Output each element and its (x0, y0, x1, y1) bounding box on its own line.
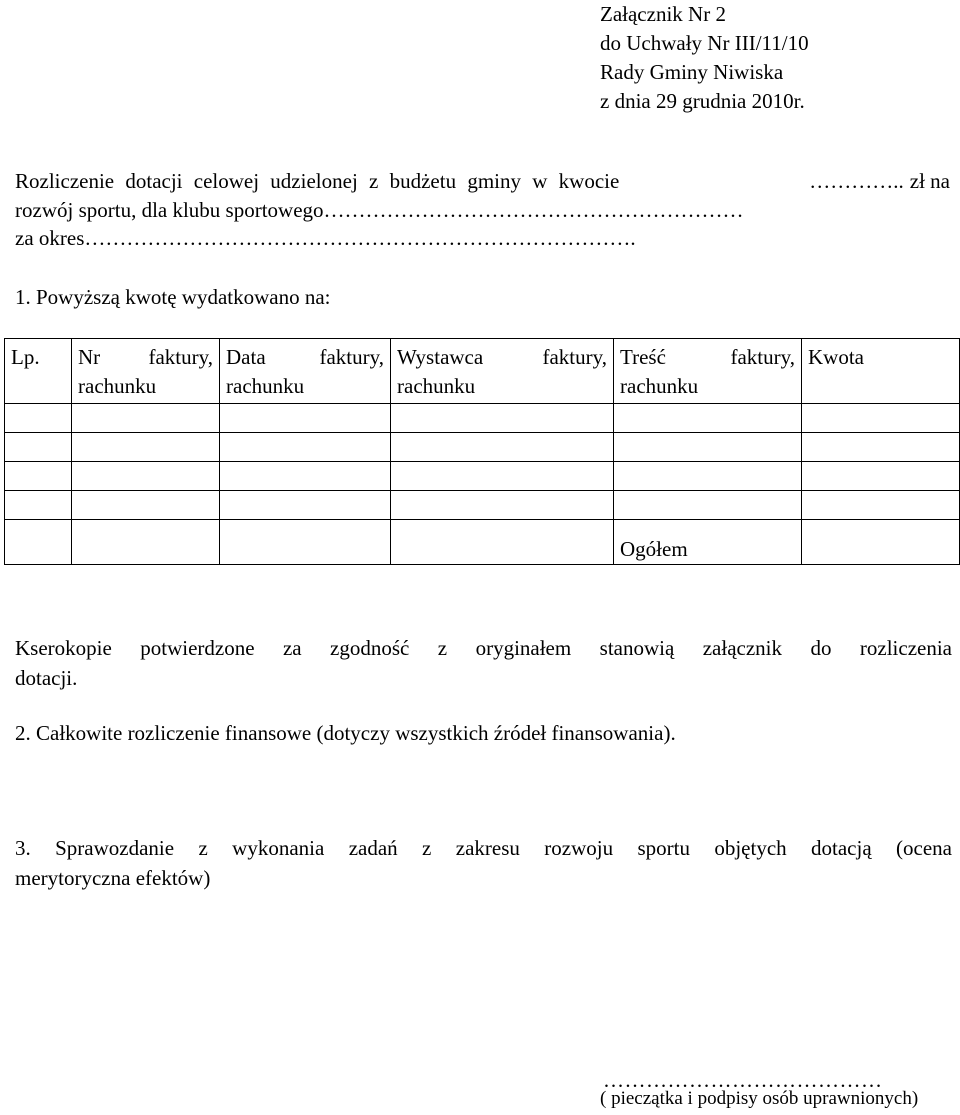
table-cell[interactable] (72, 491, 220, 520)
resolution-number: do Uchwały Nr III/11/10 (600, 31, 809, 55)
copies-note (15, 633, 952, 693)
col-header-invoice-number: Nr faktury, rachunku (72, 339, 220, 404)
col-header-lp: Lp. (5, 339, 72, 404)
intro-amount-text: Rozliczenie dotacji celowej udzielonej z budżetu gminy w kwocie (15, 169, 620, 193)
signature-label: ( pieczątka i podpisy osób uprawnionych) (600, 1088, 919, 1109)
total-label: Ogółem (614, 520, 802, 565)
copies-note-line-2: dotacji. (15, 666, 78, 690)
table-cell[interactable] (72, 404, 220, 433)
table-cell[interactable] (614, 462, 802, 491)
table-total-row (5, 520, 960, 565)
section-3-line-2: merytoryczna efektów) (15, 866, 211, 890)
table-cell[interactable] (802, 462, 960, 491)
table-cell[interactable] (5, 462, 72, 491)
table-cell (72, 520, 220, 565)
table-cell[interactable] (802, 404, 960, 433)
table-cell[interactable] (802, 491, 960, 520)
intro-period-text: za okres (15, 226, 85, 250)
table-header-row (5, 339, 960, 404)
table-cell (391, 520, 614, 565)
table-cell[interactable] (391, 491, 614, 520)
col-header-description: Treść faktury, rachunku (614, 339, 802, 404)
section-3-line-1: 3. Sprawozdanie z wykonania zadań z zakresu rozwoju sportu objętych dotacją (ocena (15, 836, 952, 860)
table-cell[interactable] (5, 491, 72, 520)
annex-header (600, 0, 809, 116)
table-cell[interactable] (391, 433, 614, 462)
period-dots-field[interactable]: ……………………………………………………………………. (84, 226, 636, 250)
table-cell[interactable] (614, 404, 802, 433)
col-header-issuer: Wystawca faktury, rachunku (391, 339, 614, 404)
table-row (5, 462, 960, 491)
table-cell[interactable] (220, 404, 391, 433)
section-3-paragraph (15, 833, 952, 893)
amount-dots-field[interactable]: ………….. (809, 169, 904, 193)
table-cell[interactable] (220, 462, 391, 491)
intro-line-2 (15, 198, 950, 223)
table-cell[interactable] (220, 433, 391, 462)
invoices-table (4, 338, 960, 565)
table-cell[interactable] (72, 462, 220, 491)
table-cell[interactable] (391, 462, 614, 491)
col-header-invoice-date: Data faktury, rachunku (220, 339, 391, 404)
table-row (5, 404, 960, 433)
intro-club-text: rozwój sportu, dla klubu sportowego (15, 198, 324, 222)
table-cell[interactable] (614, 433, 802, 462)
table-cell (5, 520, 72, 565)
col-header-amount: Kwota (802, 339, 960, 404)
table-cell[interactable] (72, 433, 220, 462)
currency-label: zł na (909, 169, 950, 193)
table-cell[interactable] (802, 433, 960, 462)
table-cell[interactable] (220, 491, 391, 520)
resolution-date: z dnia 29 grudnia 2010r. (600, 89, 805, 113)
table-row (5, 433, 960, 462)
section-2-heading: 2. Całkowite rozliczenie finansowe (dotyczy wszystkich źródeł finansowania). (15, 721, 676, 745)
table-cell (220, 520, 391, 565)
copies-note-line-1: Kserokopie potwierdzone za zgodność z oryginałem stanowią załącznik do rozliczenia (15, 636, 952, 660)
table-cell[interactable] (5, 433, 72, 462)
table-cell[interactable] (391, 404, 614, 433)
signature-dots-field[interactable]: ………………………………… (603, 1068, 883, 1092)
annex-title: Załącznik Nr 2 (600, 2, 726, 26)
table-cell[interactable] (614, 491, 802, 520)
section-1-heading: 1. Powyższą kwotę wydatkowano na: (15, 285, 331, 309)
table-row (5, 491, 960, 520)
council-name: Rady Gminy Niwiska (600, 60, 784, 84)
club-dots-field[interactable]: …………………………………………………… (323, 198, 744, 222)
intro-line-1 (15, 169, 950, 194)
intro-line-3 (15, 226, 950, 251)
total-amount-cell[interactable] (802, 520, 960, 565)
table-cell[interactable] (5, 404, 72, 433)
